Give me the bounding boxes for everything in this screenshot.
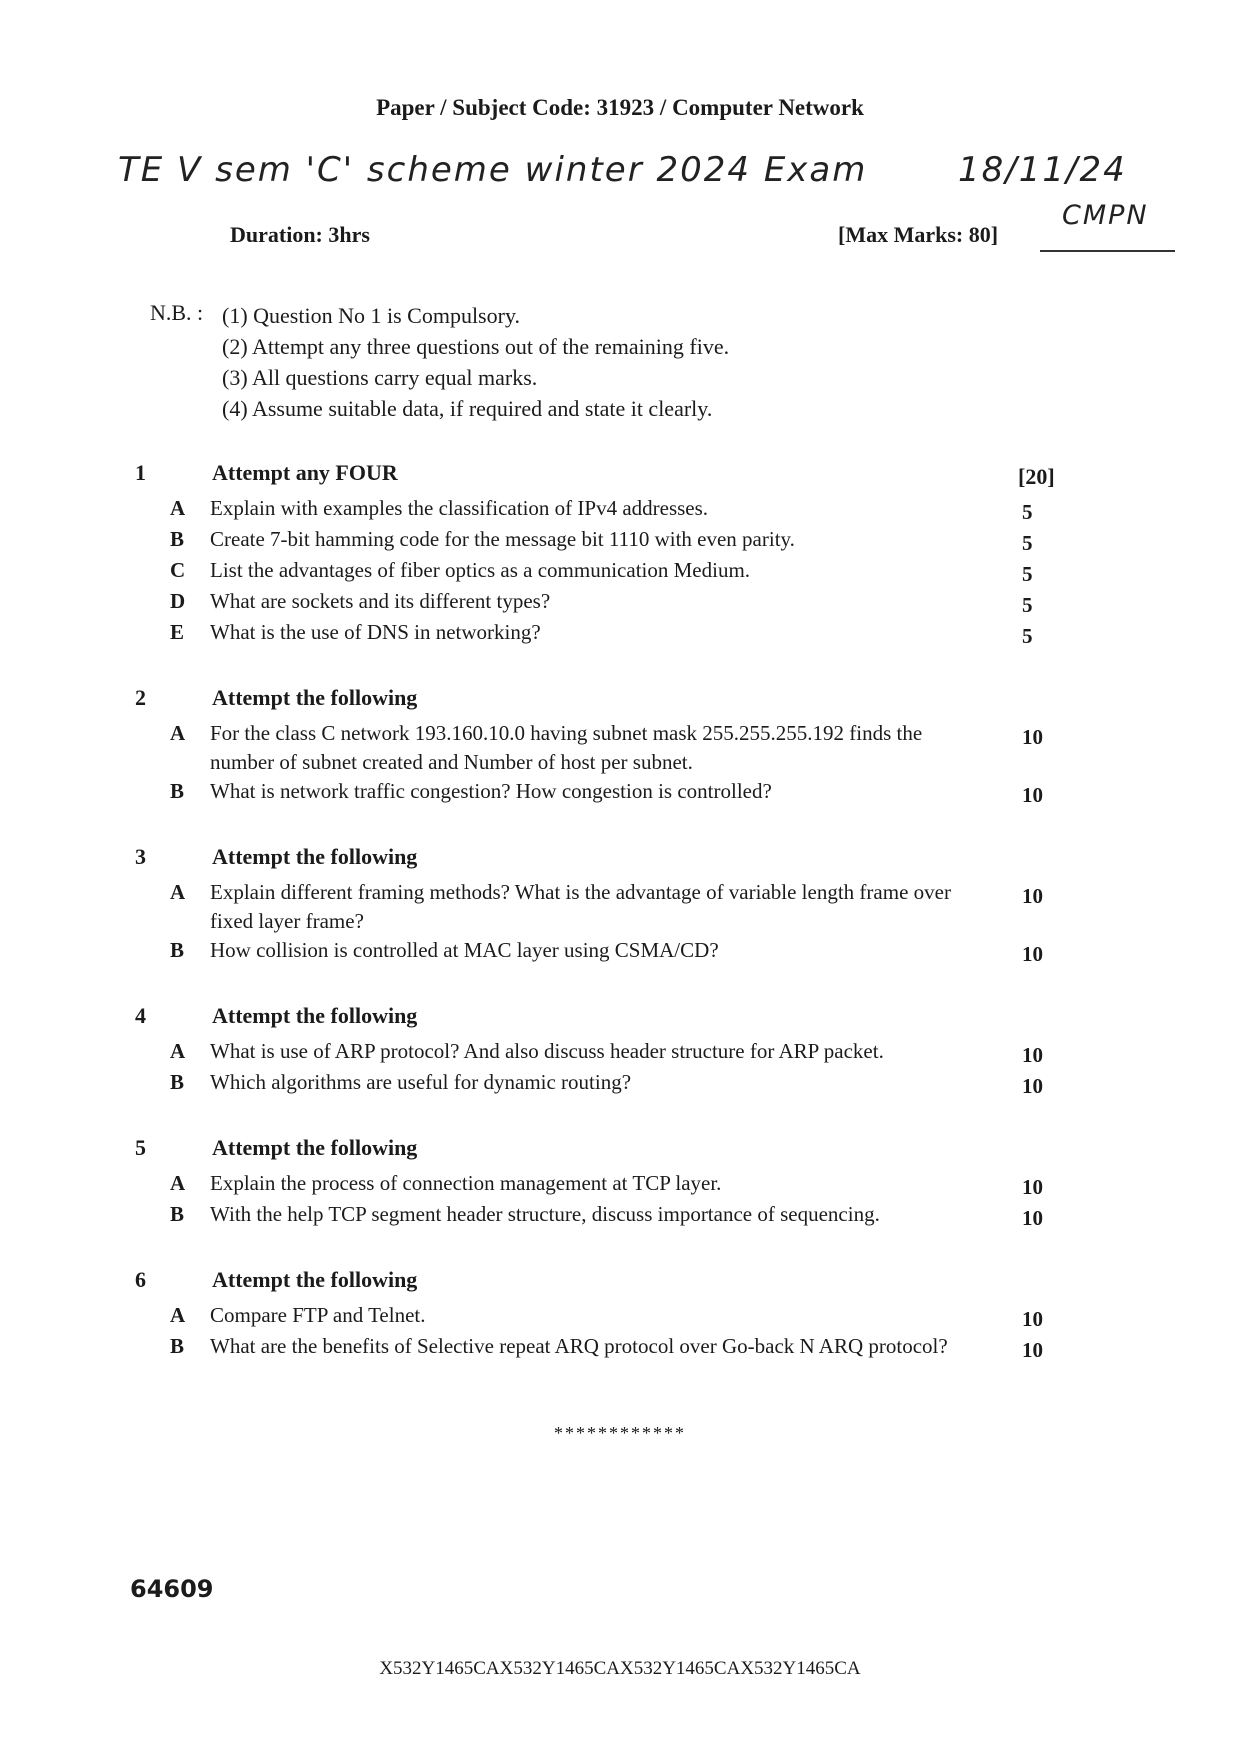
sub-question-letter: E	[170, 620, 185, 644]
sub-question-marks: 10	[1022, 1338, 1043, 1362]
question-block	[0, 1003, 1240, 1099]
sub-question-marks: 5	[1022, 624, 1033, 648]
sub-question-letter: A	[170, 1171, 186, 1195]
handwritten-date: 18/11/24	[958, 150, 1127, 190]
question-block	[0, 844, 1240, 967]
instructions-list	[222, 300, 729, 424]
sub-question-marks: 10	[1022, 725, 1043, 749]
sub-question	[0, 1332, 1240, 1363]
sub-question-text: With the help TCP segment header structure, discuss importance of sequencing.	[210, 1202, 880, 1226]
sub-question-marks: 10	[1022, 783, 1043, 807]
sub-question-marks: 10	[1022, 1043, 1043, 1067]
sub-question-letter: B	[170, 779, 185, 803]
sub-question	[0, 525, 1240, 556]
question-header	[0, 1267, 1240, 1301]
sub-question-letter: A	[170, 496, 186, 520]
sub-question-text: What are sockets and its different types?	[210, 589, 551, 613]
max-marks: [Max Marks: 80]	[838, 222, 999, 247]
sub-question	[0, 777, 1240, 808]
question-number: 1	[135, 460, 146, 485]
sub-question	[0, 1169, 1240, 1200]
instruction-item: (3) All questions carry equal marks.	[222, 365, 538, 390]
question-header	[0, 1135, 1240, 1169]
question-heading: Attempt the following	[212, 1267, 418, 1292]
sub-question-text: How collision is controlled at MAC layer using CSMA/CD?	[210, 938, 719, 962]
sub-question-marks: 10	[1022, 1175, 1043, 1199]
page-title: Paper / Subject Code: 31923 / Computer Network	[376, 95, 864, 120]
question-heading: Attempt the following	[212, 1003, 418, 1028]
question-total-marks: [20]	[1018, 464, 1055, 489]
sub-question-letter: A	[170, 880, 186, 904]
handwritten-note: TE V sem 'C' scheme winter 2024 Exam	[118, 150, 868, 190]
sub-question-marks: 5	[1022, 562, 1033, 586]
sub-question-text: For the class C network 193.160.10.0 having subnet mask 255.255.255.192 finds the number of subnet created and Number of host per subnet.	[210, 721, 923, 774]
sub-question-letter: B	[170, 1070, 185, 1094]
sub-question-text: Which algorithms are useful for dynamic routing?	[210, 1070, 632, 1094]
sub-question-marks: 10	[1022, 1206, 1043, 1230]
question-number: 6	[135, 1267, 146, 1292]
question-header	[0, 685, 1240, 719]
question-heading: Attempt the following	[212, 1135, 418, 1160]
question-block	[0, 685, 1240, 808]
sub-question-text: What is use of ARP protocol? And also discuss header structure for ARP packet.	[210, 1039, 884, 1063]
question-number: 4	[135, 1003, 146, 1028]
sub-question	[0, 618, 1240, 649]
sub-question-marks: 5	[1022, 531, 1033, 555]
question-block	[0, 1135, 1240, 1231]
handwritten-underline	[1040, 250, 1175, 252]
sub-question	[0, 1068, 1240, 1099]
sub-question-marks: 5	[1022, 593, 1033, 617]
handwritten-branch: CMPN	[1062, 200, 1149, 231]
question-header	[0, 844, 1240, 878]
sub-question-text: Compare FTP and Telnet.	[210, 1303, 426, 1327]
question-number: 2	[135, 685, 146, 710]
question-heading: Attempt the following	[212, 685, 418, 710]
sub-question	[0, 1037, 1240, 1068]
sub-question-text: Explain with examples the classification of IPv4 addresses.	[210, 496, 709, 520]
separator: ************	[554, 1423, 686, 1443]
sub-question-text: Explain different framing methods? What is the advantage of variable length frame over fixed layer frame?	[210, 880, 951, 933]
sub-question-text: What is network traffic congestion? How congestion is controlled?	[210, 779, 772, 803]
footer-code: X532Y1465CAX532Y1465CAX532Y1465CAX532Y1465CA	[379, 1658, 861, 1679]
instruction-item: (4) Assume suitable data, if required and state it clearly.	[222, 396, 713, 421]
sub-question	[0, 1301, 1240, 1332]
sub-question-marks: 10	[1022, 942, 1043, 966]
sub-question-marks: 5	[1022, 500, 1033, 524]
sub-question	[0, 556, 1240, 587]
sub-question	[0, 587, 1240, 618]
sub-question-letter: B	[170, 1334, 185, 1358]
sub-question	[0, 1200, 1240, 1231]
instruction-item: (2) Attempt any three questions out of the remaining five.	[222, 334, 730, 359]
instructions-label: N.B. :	[150, 300, 204, 325]
sub-question	[0, 494, 1240, 525]
sub-question-text: List the advantages of fiber optics as a communication Medium.	[210, 558, 751, 582]
sub-question-marks: 10	[1022, 1074, 1043, 1098]
sub-question-letter: D	[170, 589, 186, 613]
sub-question-text: Explain the process of connection management at TCP layer.	[210, 1171, 722, 1195]
question-block	[0, 460, 1240, 649]
sub-question-letter: B	[170, 527, 185, 551]
sub-question-text: Create 7-bit hamming code for the message bit 1110 with even parity.	[210, 527, 795, 551]
sub-question	[0, 719, 1240, 777]
sub-question-letter: A	[170, 1303, 186, 1327]
sub-question-letter: B	[170, 938, 185, 962]
sub-question	[0, 936, 1240, 967]
sub-question	[0, 878, 1240, 936]
sub-question-text: What is the use of DNS in networking?	[210, 620, 541, 644]
question-heading: Attempt the following	[212, 844, 418, 869]
sub-question-letter: A	[170, 1039, 186, 1063]
duration: Duration: 3hrs	[230, 222, 370, 247]
paper-code: 64609	[130, 1575, 214, 1603]
sub-question-letter: B	[170, 1202, 185, 1226]
question-header	[0, 1003, 1240, 1037]
question-number: 3	[135, 844, 146, 869]
sub-question-letter: C	[170, 558, 186, 582]
question-heading: Attempt any FOUR	[212, 460, 398, 485]
question-number: 5	[135, 1135, 146, 1160]
sub-question-text: What are the benefits of Selective repeat ARQ protocol over Go-back N ARQ protocol?	[210, 1334, 948, 1358]
question-header	[0, 460, 1240, 494]
sub-question-marks: 10	[1022, 1307, 1043, 1331]
instruction-item: (1) Question No 1 is Compulsory.	[222, 303, 521, 328]
questions-list	[0, 460, 1240, 1399]
sub-question-marks: 10	[1022, 884, 1043, 908]
question-block	[0, 1267, 1240, 1363]
sub-question-letter: A	[170, 721, 186, 745]
